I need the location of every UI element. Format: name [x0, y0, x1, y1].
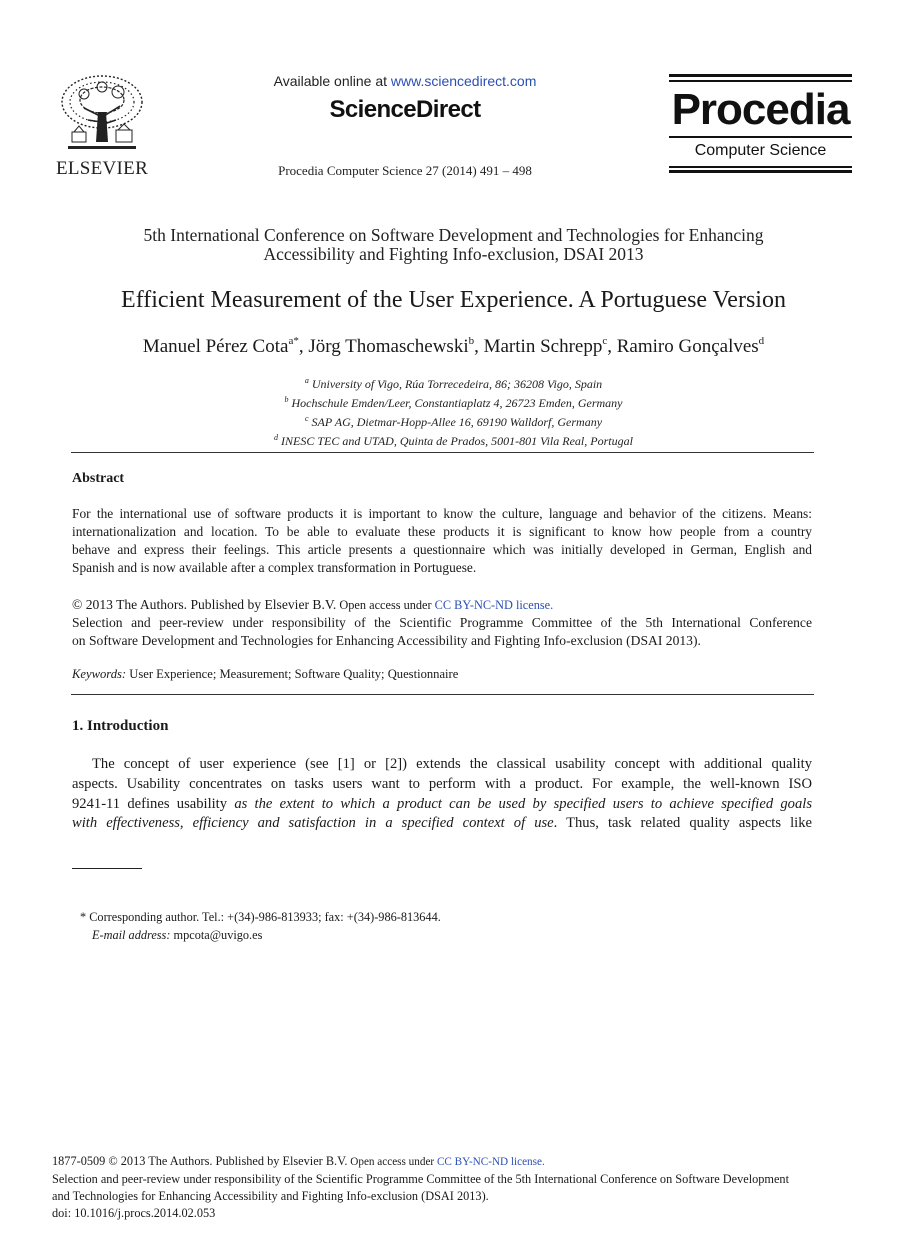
abstract-top-rule	[71, 452, 814, 453]
author-separator: ,	[298, 336, 309, 357]
author-separator: ,	[474, 336, 484, 357]
author-affiliation-mark: a*	[288, 335, 299, 347]
author-name: Jörg Thomaschewski	[308, 336, 469, 357]
footnote	[80, 908, 780, 944]
body-line: The concept of user experience (see [1] or [2]) extends the classical usability concept with additional quality	[92, 756, 812, 772]
sciencedirect-wordmark: ScienceDirect	[329, 96, 481, 123]
affiliation-item: $^b$ Hochschule Emden/Leer, Constantiaplatz 4, 26723 Emden, Germany	[284, 395, 623, 410]
journal-reference: Procedia Computer Science 27 (2014) 491 – 498	[278, 163, 532, 178]
review-line: Selection and peer-review under responsibility of the Scientific Programme Committee of the 5th International Conference on Software Development	[52, 1172, 789, 1186]
abstract-line: For the international use of software products it is important to know the culture, language and behavior of the citizens. Means:	[72, 506, 812, 521]
conference-line-1: 5th International Conference on Software Development and Technologies for Enhancing	[143, 225, 764, 245]
abstract-bottom-rule	[71, 694, 814, 695]
keywords-line	[72, 665, 812, 683]
copyright-line: © 2013 The Authors. Published by Elsevier B.V. Open access under CC BY-NC-ND license.	[72, 597, 554, 612]
elsevier-wordmark: ELSEVIER	[55, 158, 149, 179]
footnote-email: E-mail address: mpcota@uvigo.es	[92, 928, 263, 942]
author-affiliation-mark: b	[468, 335, 475, 347]
author-list	[40, 335, 867, 358]
paper-title: Efficient Measurement of the User Experience. A Portuguese Version	[121, 287, 786, 313]
affiliation-item: $^c$ SAP AG, Dietmar-Hopp-Allee 16, 69190 Walldorf, Germany	[304, 414, 603, 429]
keywords-label: Keywords:	[72, 667, 127, 681]
issn-line: 1877-0509 © 2013 The Authors. Published by Elsevier B.V. Open access under CC BY-NC-ND license.	[52, 1154, 545, 1168]
abstract-body	[72, 505, 812, 577]
section-heading-introduction: 1. Introduction	[72, 718, 169, 734]
procedia-wordmark: Procedia	[671, 85, 850, 134]
body-line: 9241-11 defines usability as the extent to which a product can be used by specified users to achieve specified goals	[72, 795, 813, 812]
elsevier-logo	[52, 72, 152, 180]
author-affiliation-mark: d	[758, 335, 765, 347]
available-online-line	[190, 73, 620, 89]
license-link[interactable]: CC BY-NC-ND license.	[434, 598, 554, 612]
publication-info	[52, 1153, 852, 1222]
affiliation-item: $^d$ INESC TEC and UTAD, Quinta de Prados, 5001-801 Vila Real, Portugal	[274, 433, 633, 448]
footnote-rule	[72, 868, 142, 869]
footnote-corresponding: * Corresponding author. Tel.: +(34)-986-813933; fax: +(34)-986-813644.	[80, 910, 441, 924]
review-line: and Technologies for Enhancing Accessibility and Fighting Info-exclusion (DSAI 2013).	[52, 1189, 489, 1203]
author-name: Manuel Pérez Cota	[142, 336, 289, 357]
doi-line[interactable]: doi: 10.1016/j.procs.2014.02.053	[52, 1206, 216, 1220]
body-line: aspects. Usability concentrates on tasks users want to perform with a product. For example, the well-known ISO	[72, 775, 812, 792]
author-name: Ramiro Gonçalves	[616, 336, 759, 357]
introduction-body	[72, 755, 812, 834]
body-line: with effectiveness, efficiency and satisfaction in a specified context of use. Thus, task related quality aspects like	[72, 815, 812, 832]
abstract-line: internationalization and location. To be able to evaluate these products it is significant to know how people from a country	[72, 524, 812, 539]
available-prefix: Available online at	[273, 73, 391, 89]
copyright-block	[72, 596, 812, 650]
elsevier-tree-icon	[54, 72, 150, 156]
sciencedirect-link[interactable]: www.sciencedirect.com	[390, 73, 537, 89]
abstract-heading: Abstract	[72, 471, 125, 486]
affiliation-list	[150, 373, 757, 449]
conference-line-2: Accessibility and Fighting Info-exclusion, DSAI 2013	[263, 244, 644, 264]
procedia-logo	[669, 74, 852, 176]
affiliation-item: $^a$ University of Vigo, Rúa Torrecedeira, 86; 36208 Vigo, Spain	[304, 376, 603, 391]
peer-review-line: Selection and peer-review under responsibility of the Scientific Programme Committee of the 5th International Conference	[72, 615, 812, 630]
bottom-license-link[interactable]: CC BY-NC-ND license.	[436, 1156, 545, 1168]
author-name: Martin Schrepp	[483, 336, 603, 357]
abstract-line: behave and express their feelings. This article presents a questionnaire which was initially developed in German, English and	[72, 542, 812, 557]
peer-review-line: on Software Development and Technologies for Enhancing Accessibility and Fighting Info-exclusion (DSAI 2013).	[72, 633, 701, 648]
keywords-text: User Experience; Measurement; Software Quality; Questionnaire	[126, 667, 459, 681]
author-separator: ,	[607, 336, 617, 357]
abstract-line: Spanish and is now available after a complex transformation in Portuguese.	[72, 560, 477, 575]
procedia-subtitle: Computer Science	[694, 142, 827, 159]
conference-name	[70, 226, 837, 264]
author-affiliation-mark: c	[602, 335, 608, 347]
